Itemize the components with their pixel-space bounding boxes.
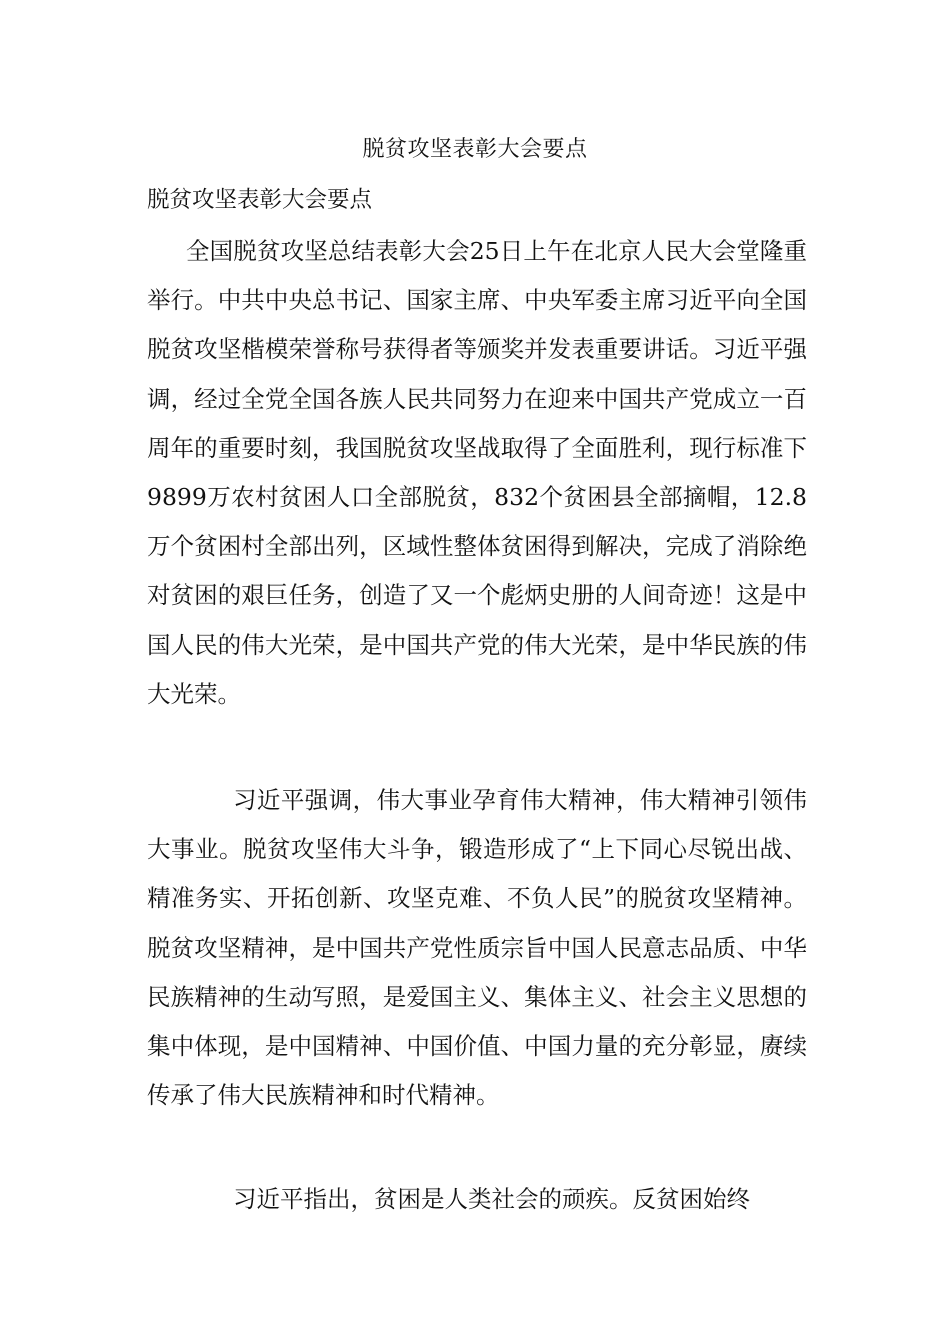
paragraph-1: 全国脱贫攻坚总结表彰大会25日上午在北京人民大会堂隆重举行。中共中央总书记、国家主席、中央军委主席习近平向全国脱贫攻坚楷模荣誉称号获得者等颁奖并发表重要讲话。习近平强调，经过全党全国各族人民共同努力在迎来中国共产党成立一百周年的重要时刻，我国脱贫攻坚战取得了全面胜利，现行标准下9899万农村贫困人口全部脱贫，832个贫困县全部摘帽，12.8万个贫困村全部出列，区域性整体贫困得到解决，完成了消除绝对贫困的艰巨任务，创造了又一个彪炳史册的人间奇迹！这是中国人民的伟大光荣，是中国共产党的伟大光荣，是中华民族的伟大光荣。 (147, 237, 807, 708)
document-title: 脱贫攻坚表彰大会要点 (362, 137, 588, 162)
paragraph-2: 习近平强调，伟大事业孕育伟大精神，伟大精神引领伟大事业。脱贫攻坚伟大斗争，锻造形成了“上下同心尽锐出战、精准务实、开拓创新、攻坚克难、不负人民”的脱贫攻坚精神。脱贫攻坚精神，是中国共产党性质宗旨中国人民意志品质、中华民族精神的生动写照，是爱国主义、集体主义、社会主义思想的集中体现，是中国精神、中国价值、中国力量的充分彰显，赓续传承了伟大民族精神和时代精神。 (147, 786, 807, 1110)
paragraph-3: 习近平指出，贫困是人类社会的顽疾。反贫困始终 (233, 1185, 750, 1213)
document-subtitle: 脱贫攻坚表彰大会要点 (147, 187, 373, 213)
